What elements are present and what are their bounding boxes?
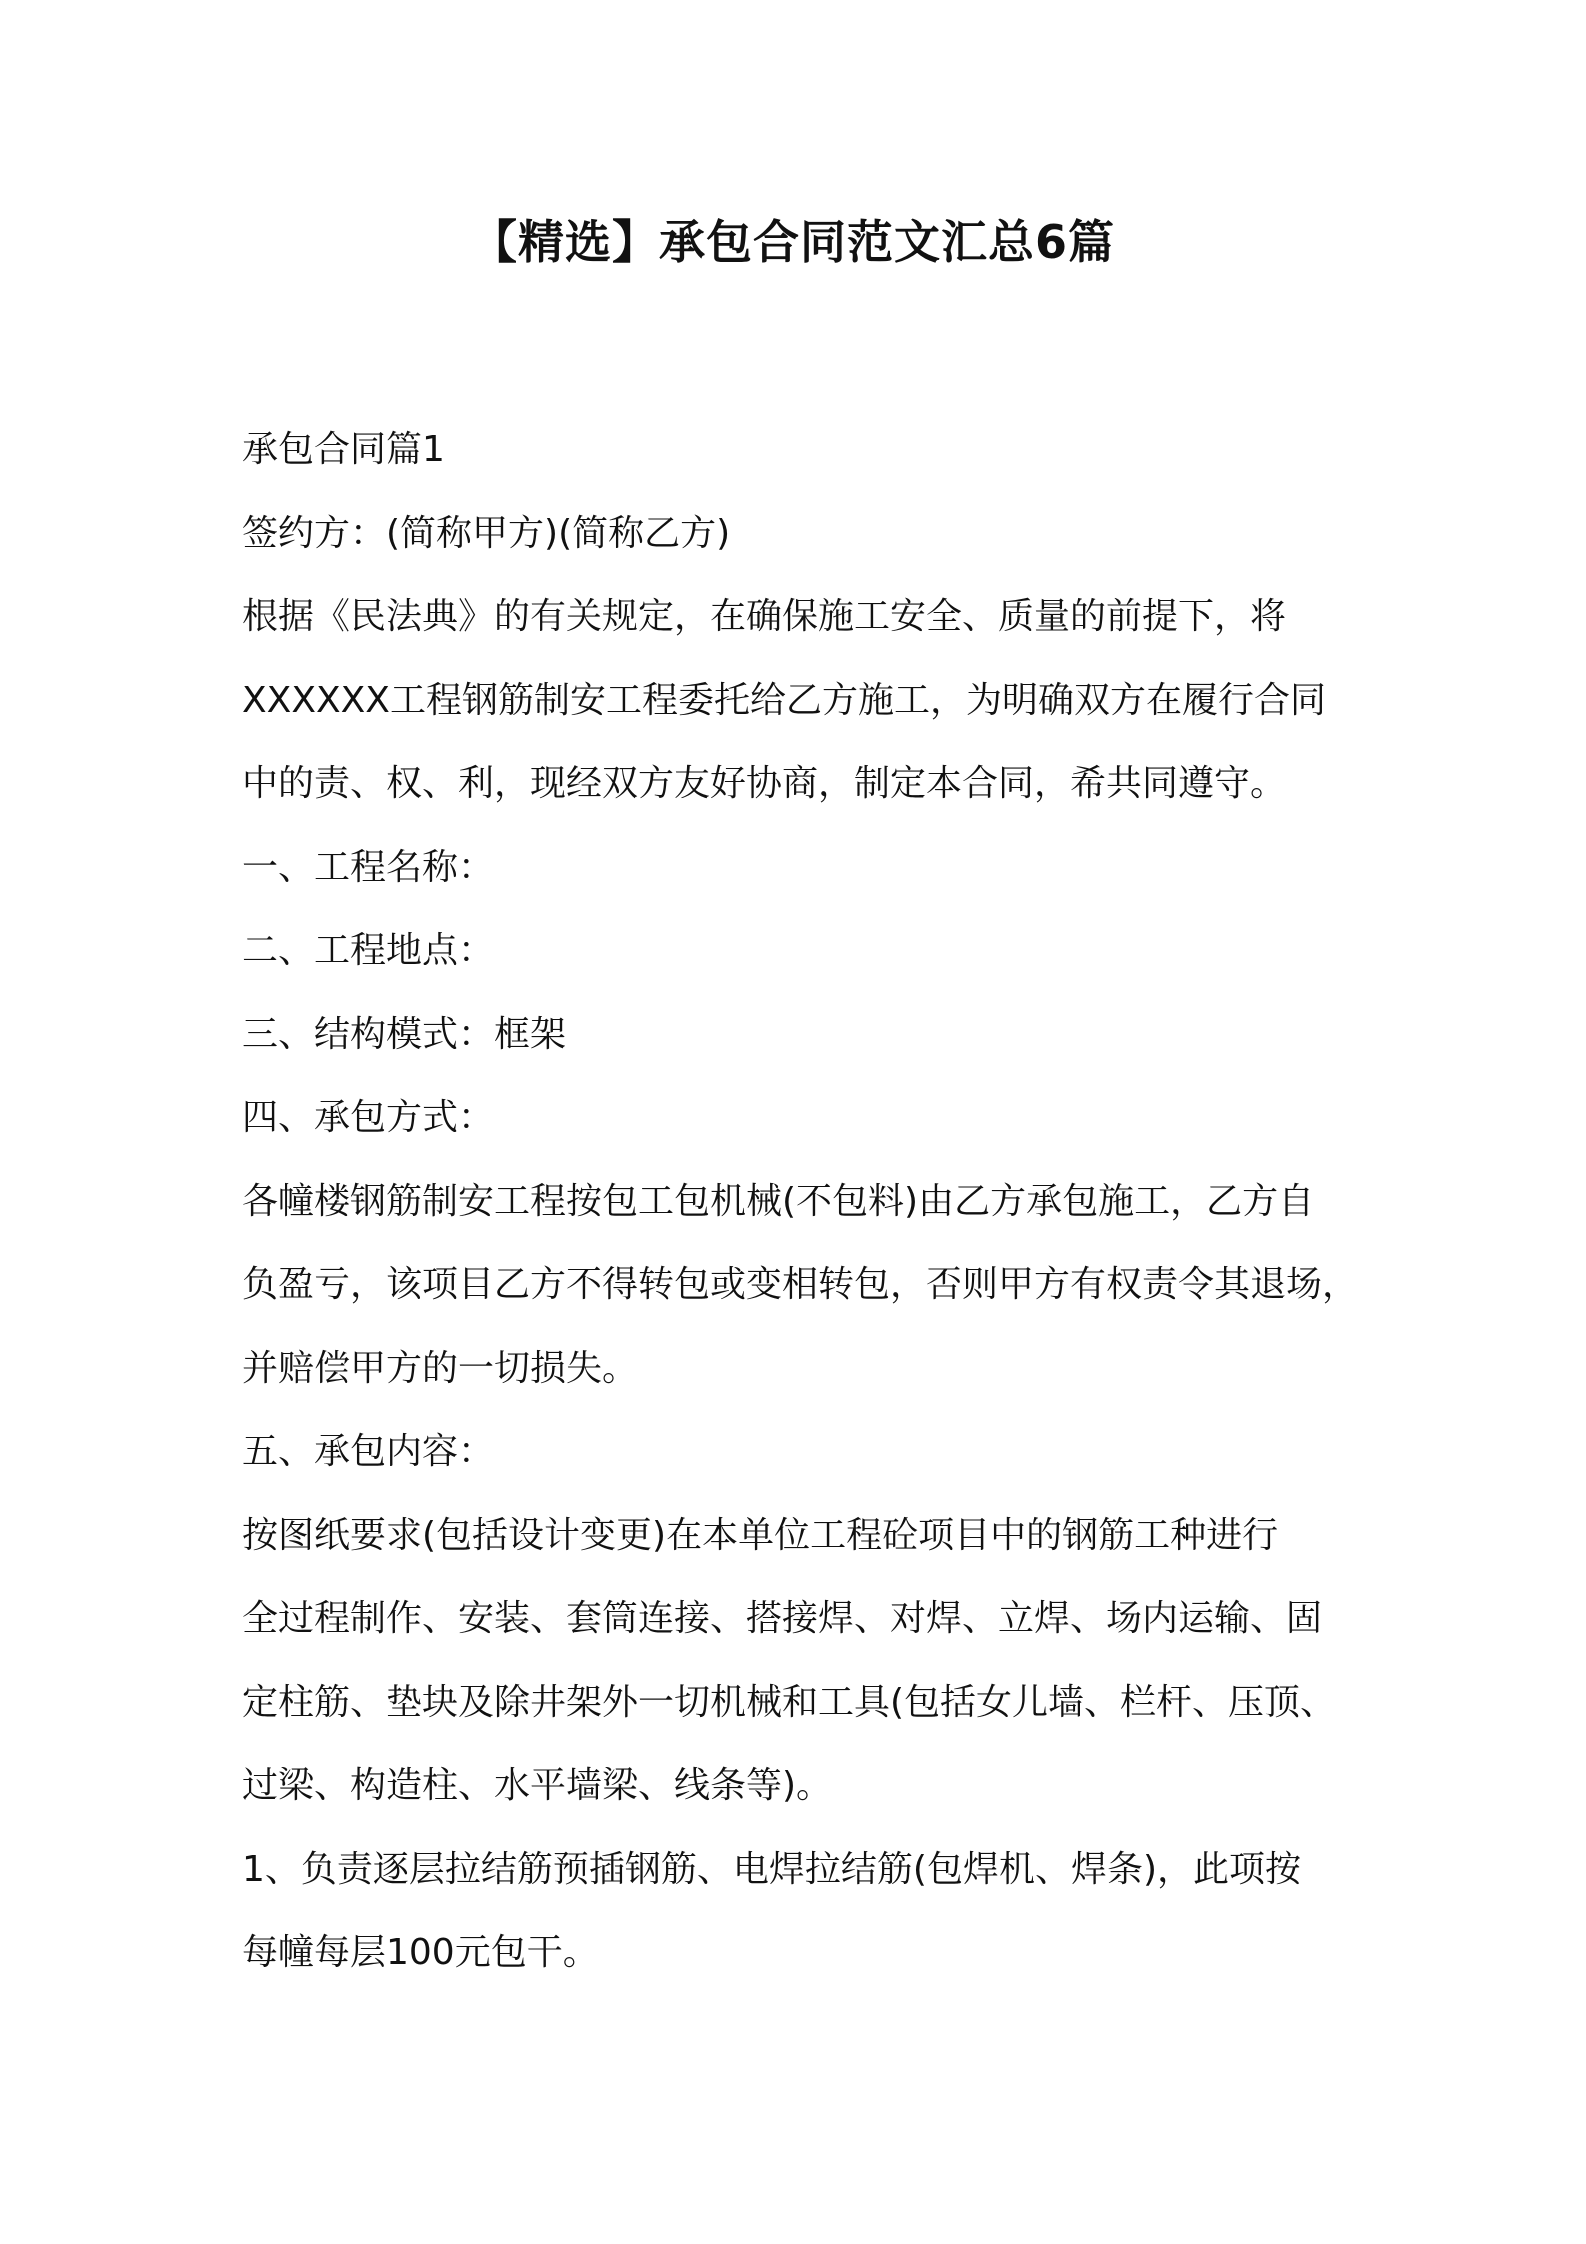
paragraph-line: 中的责、权、利，现经双方友好协商，制定本合同，希共同遵守。 bbox=[242, 763, 1287, 804]
clause-heading: 二、工程地点： bbox=[242, 930, 495, 971]
section-heading-contract-1: 承包合同篇1 bbox=[242, 429, 445, 470]
clause-heading: 一、工程名称： bbox=[242, 846, 495, 888]
paragraph-line: 签约方：(简称甲方)(简称乙方) bbox=[242, 512, 731, 554]
paragraph-line: 负盈亏，该项目乙方不得转包或变相转包，否则甲方有权责令其退场， bbox=[242, 1264, 1359, 1305]
paragraph-line: 1、负责逐层拉结筋预插钢筋、电焊拉结筋(包焊机、焊条)，此项按 bbox=[242, 1848, 1301, 1890]
paragraph-line: 过梁、构造柱、水平墙梁、线条等)。 bbox=[242, 1765, 833, 1806]
paragraph-line: 每幢每层100元包干。 bbox=[242, 1932, 599, 1973]
paragraph-line: 全过程制作、安装、套筒连接、搭接焊、对焊、立焊、场内运输、固 bbox=[242, 1598, 1323, 1639]
clause-heading: 三、结构模式：框架 bbox=[242, 1013, 567, 1055]
clause-heading: 四、承包方式： bbox=[242, 1097, 495, 1138]
paragraph-line: 定柱筋、垫块及除井架外一切机械和工具(包括女儿墙、栏杆、压顶、 bbox=[242, 1681, 1337, 1723]
paragraph-line: 各幢楼钢筋制安工程按包工包机械(不包料)由乙方承包施工，乙方自 bbox=[242, 1180, 1315, 1222]
paragraph-line: XXXXXX工程钢筋制安工程委托给乙方施工，为明确双方在履行合同 bbox=[242, 679, 1326, 721]
clause-heading: 五、承包内容： bbox=[242, 1431, 495, 1472]
paragraph-line: 并赔偿甲方的一切损失。 bbox=[242, 1347, 639, 1389]
document-body bbox=[242, 408, 1367, 1995]
document-title: 【精选】承包合同范文汇总6篇 bbox=[470, 215, 1115, 269]
paragraph-line: 根据《民法典》的有关规定，在确保施工安全、质量的前提下，将 bbox=[242, 596, 1287, 637]
paragraph-line: 按图纸要求(包括设计变更)在本单位工程砼项目中的钢筋工种进行 bbox=[242, 1514, 1279, 1556]
